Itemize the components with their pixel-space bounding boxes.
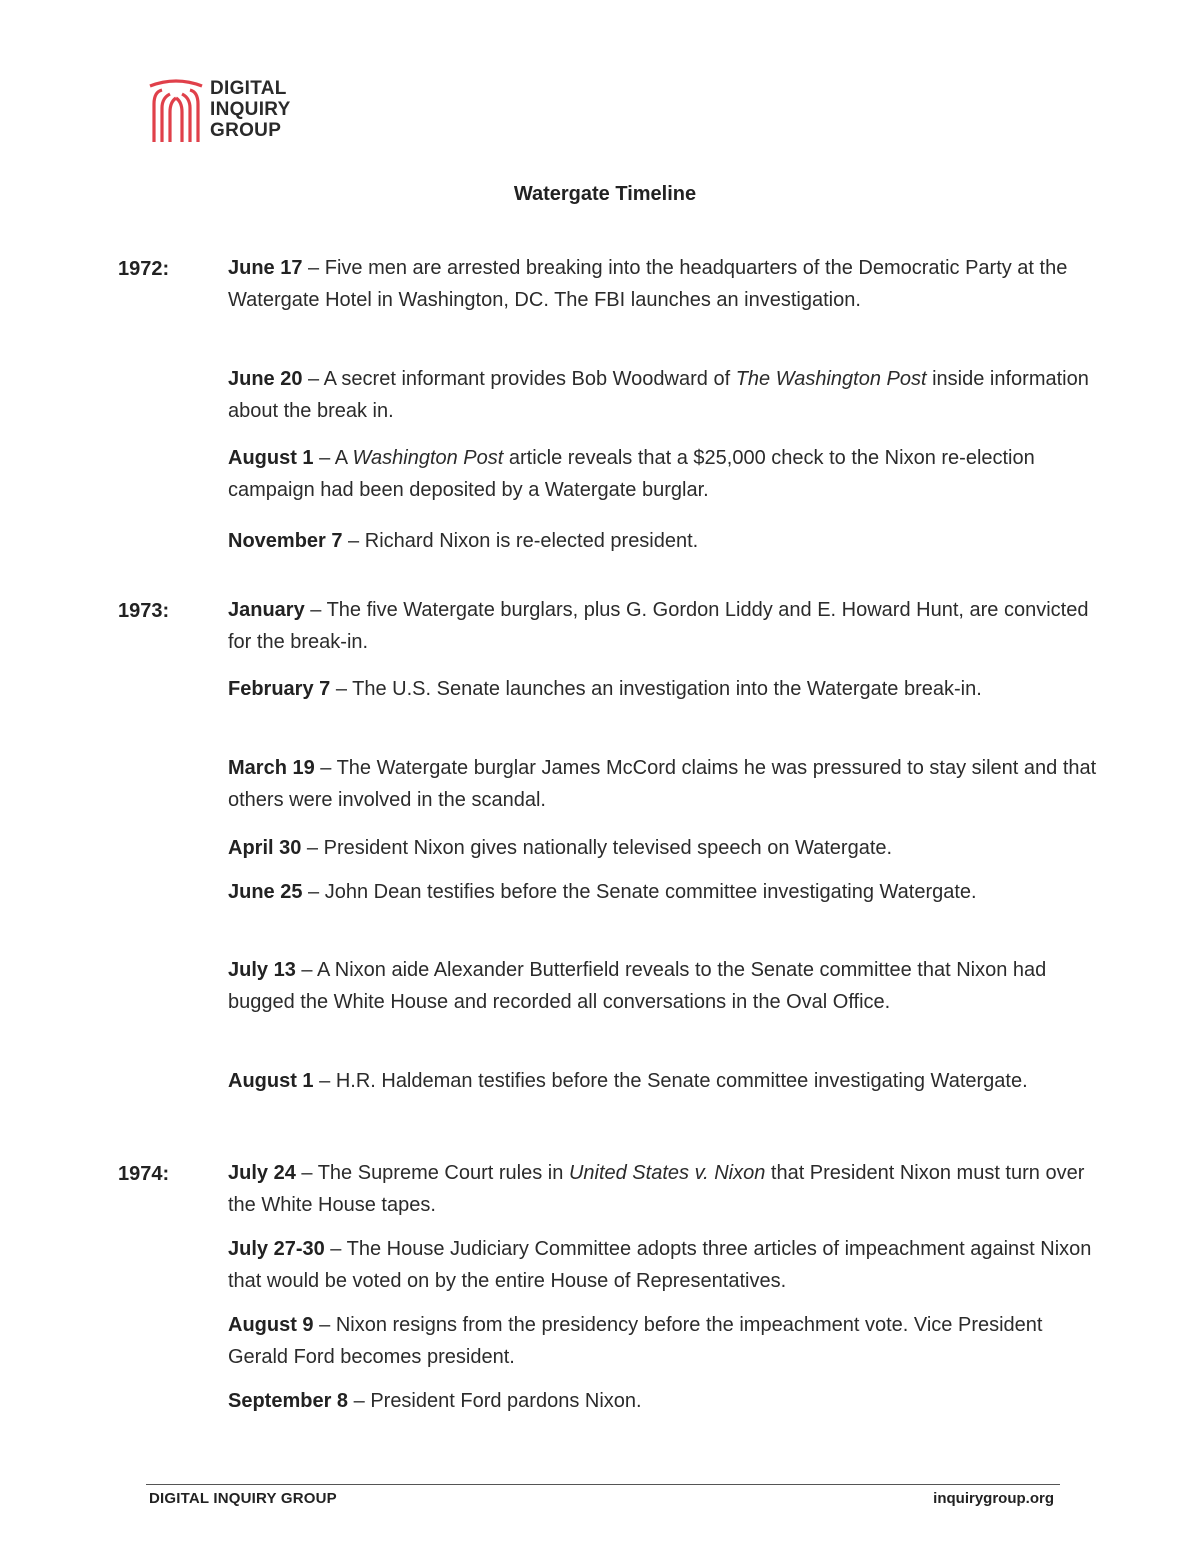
year-label-1974: 1974: [118, 1163, 170, 1185]
event-separator: – [314, 757, 337, 779]
event-text: President Ford pardons Nixon. [370, 1390, 642, 1412]
event-date: September 8 [228, 1390, 349, 1412]
timeline-entry [228, 1233, 1098, 1297]
event-separator: – [313, 1070, 336, 1092]
event-text: A secret informant provides Bob Woodward of [323, 368, 736, 390]
timeline-entry [228, 1309, 1098, 1373]
footer-divider [146, 1484, 1060, 1485]
footer-url[interactable]: inquirygroup.org [933, 1490, 1054, 1507]
event-text: Nixon resigns from the presidency before the impeachment vote. Vice President Gerald Ford becomes president. [228, 1314, 1043, 1368]
logo-wordmark [210, 78, 291, 141]
event-text-italic: The Washington Post [735, 368, 927, 390]
timeline-entry [228, 363, 1098, 427]
timeline-entry [228, 876, 1098, 908]
event-separator: – [313, 1314, 336, 1336]
timeline-entry [228, 752, 1098, 816]
event-text: that President Nixon must turn over the White House tapes. [228, 1162, 1085, 1216]
event-date: February 7 [228, 678, 331, 700]
logo-line-1: DIGITAL [210, 78, 287, 99]
timeline-entry [228, 442, 1098, 506]
timeline-entry [228, 954, 1098, 1018]
event-text-italic: United States v. Nixon [568, 1162, 766, 1184]
year-label-1972: 1972: [118, 258, 170, 280]
event-separator: – [330, 678, 353, 700]
event-text: A [334, 447, 353, 469]
logo-line-2: INQUIRY [210, 99, 291, 120]
event-date: November 7 [228, 530, 343, 552]
event-date: August 1 [228, 447, 314, 469]
event-date: August 9 [228, 1314, 314, 1336]
event-text: Five men are arrested breaking into the headquarters of the Democratic Party at the Watergate Hotel in Washington, DC. The FBI launches an investigation. [228, 257, 1068, 311]
event-date: July 27-30 [228, 1238, 325, 1260]
event-text: article reveals that a $25,000 check to the Nixon re-election campaign had been deposited by a Watergate burglar. [228, 447, 1035, 501]
event-text: H.R. Haldeman testifies before the Senate committee investigating Watergate. [335, 1070, 1028, 1092]
event-text: The Supreme Court rules in [317, 1162, 569, 1184]
logo [148, 78, 291, 142]
event-separator: – [295, 959, 317, 981]
event-text: The five Watergate burglars, plus G. Gordon Liddy and E. Howard Hunt, are convicted for the break-in. [228, 599, 1089, 653]
event-text-italic: Washington Post [352, 447, 504, 469]
timeline-entry [228, 525, 1098, 557]
event-separator: – [301, 837, 324, 859]
event-date: March 19 [228, 757, 315, 779]
event-text: John Dean testifies before the Senate committee investigating Watergate. [324, 881, 977, 903]
year-label-1973: 1973: [118, 600, 170, 622]
logo-mark-icon [148, 78, 204, 142]
event-text: A Nixon aide Alexander Butterfield reveals to the Senate committee that Nixon had bugged the White House and recorded all conversations in the Oval Office. [228, 959, 1047, 1013]
timeline-entry [228, 673, 1098, 705]
timeline-entry [228, 594, 1098, 658]
event-separator: – [348, 1390, 371, 1412]
event-date: August 1 [228, 1070, 314, 1092]
event-date: July 24 [228, 1162, 296, 1184]
event-date: June 20 [228, 368, 303, 390]
timeline-entry [228, 1157, 1098, 1221]
event-separator: – [324, 1238, 347, 1260]
logo-line-3: GROUP [210, 120, 282, 141]
event-text: President Nixon gives nationally televised speech on Watergate. [323, 837, 893, 859]
event-date: July 13 [228, 959, 296, 981]
event-separator: – [302, 881, 325, 903]
event-text: Richard Nixon is re-elected president. [364, 530, 699, 552]
timeline-entry [228, 252, 1098, 316]
event-date: April 30 [228, 837, 302, 859]
event-date: January [228, 599, 305, 621]
page-title: Watergate Timeline [513, 183, 697, 205]
event-separator: – [304, 599, 327, 621]
footer-org-name: DIGITAL INQUIRY GROUP [149, 1490, 337, 1507]
event-text: The Watergate burglar James McCord claims he was pressured to stay silent and that others were involved in the scandal. [228, 757, 1097, 811]
event-text: The U.S. Senate launches an investigation into the Watergate break-in. [352, 678, 982, 700]
event-separator: – [295, 1162, 318, 1184]
timeline-entry [228, 832, 1098, 864]
event-separator: – [342, 530, 365, 552]
event-text: The House Judiciary Committee adopts three articles of impeachment against Nixon that would be voted on by the entire House of Representatives. [228, 1238, 1092, 1292]
event-date: June 25 [228, 881, 303, 903]
timeline-entry [228, 1065, 1098, 1097]
event-text: inside information about the break in. [228, 368, 1089, 422]
event-separator: – [302, 368, 324, 390]
event-separator: – [313, 447, 335, 469]
timeline-entry [228, 1385, 1098, 1417]
event-date: June 17 [228, 257, 303, 279]
event-separator: – [302, 257, 325, 279]
